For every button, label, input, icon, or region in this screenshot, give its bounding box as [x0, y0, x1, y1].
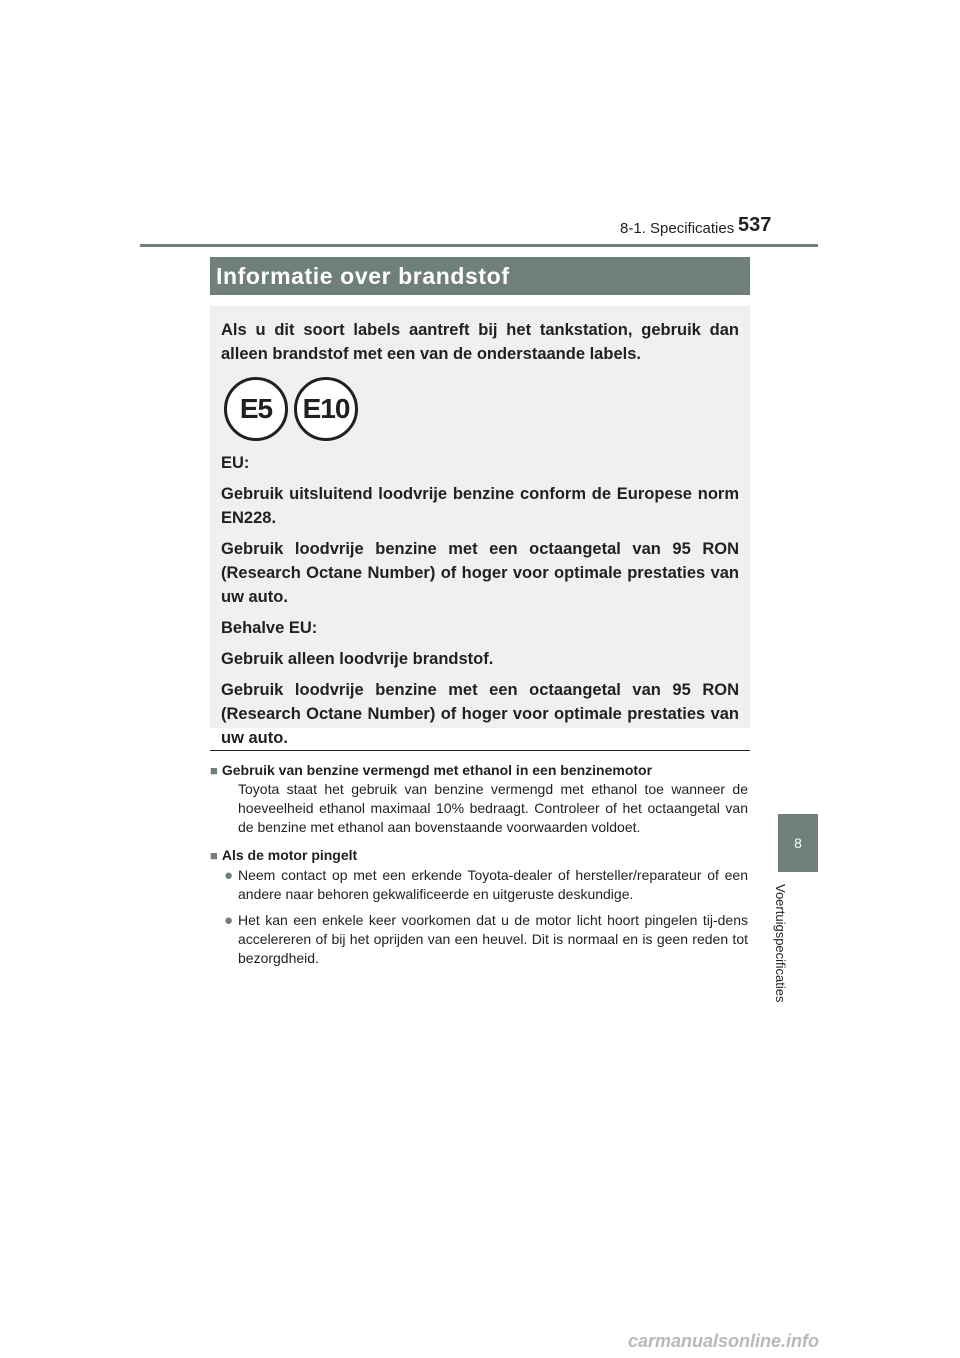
chapter-label [773, 884, 805, 1024]
knock-bullet-2 [224, 911, 748, 968]
square-bullet-icon: ■ [210, 763, 218, 778]
circle-bullet-icon: ● [224, 912, 234, 929]
e5-label-icon: E5 [224, 377, 288, 441]
chapter-tab[interactable]: 8 [778, 814, 818, 872]
non-eu-line-2: Gebruik loodvrije benzine met een octaangetal van 95 RON (Research Octane Number) of hoger voor optimale prestaties van uw auto. [221, 681, 739, 747]
ethanol-note-text: Toyota staat het gebruik van benzine vermengd met ethanol toe wanneer de hoeveelheid ethanol maximaal 10% bedraagt. Controleer of het octaangetal van de benzine met ethanol aan bovenstaande voorwaarden voldoet. [238, 781, 748, 835]
chapter-label-text: Voertuigspecificaties [773, 884, 788, 1003]
ethanol-note-title [210, 761, 748, 780]
knock-note-title [210, 846, 748, 865]
knock-bullet-1-text: Neem contact op met een erkende Toyota-dealer of hersteller/reparateur of een andere naar behoren gekwalificeerde en uitgeruste deskundige. [238, 867, 748, 902]
notes-section [210, 761, 748, 968]
notes-divider [210, 750, 750, 751]
fuel-labels [224, 377, 739, 441]
knock-bullet-2-text: Het kan een enkele keer voorkomen dat u de motor licht hoort pingelen tij-dens accelereren of bij het oprijden van een heuvel. Dit is normaal en is geen reden tot bezorgdheid. [238, 912, 748, 966]
e10-label-icon: E10 [294, 377, 358, 441]
header-divider [140, 244, 818, 247]
circle-bullet-icon: ● [224, 867, 234, 884]
non-eu-line-1: Gebruik alleen loodvrije brandstof. [221, 650, 494, 668]
intro-text: Als u dit soort labels aantreft bij het tankstation, gebruik dan alleen brandstof met een van de onderstaande labels. [221, 321, 739, 363]
non-eu-heading: Behalve EU: [221, 619, 318, 637]
eu-line-1: Gebruik uitsluitend loodvrije benzine conform de Europese norm EN228. [221, 485, 739, 527]
section-header: 8-1. Specificaties [620, 220, 735, 237]
ethanol-note-title-text: Gebruik van benzine vermengd met ethanol in een benzinemotor [221, 762, 653, 778]
page-number: 537 [738, 214, 772, 236]
square-bullet-icon: ■ [210, 848, 218, 863]
watermark-logo: carmanualsonline.info [628, 1331, 820, 1351]
page-title: Informatie over brandstof [210, 257, 750, 295]
knock-note [210, 846, 748, 968]
eu-line-2: Gebruik loodvrije benzine met een octaangetal van 95 RON (Research Octane Number) of hoger voor optimale prestaties van uw auto. [221, 540, 739, 606]
fuel-info-box [210, 306, 750, 747]
ethanol-note [210, 761, 748, 837]
knock-bullet-1 [224, 866, 748, 904]
knock-note-title-text: Als de motor pingelt [221, 847, 358, 863]
eu-heading: EU: [221, 454, 250, 472]
